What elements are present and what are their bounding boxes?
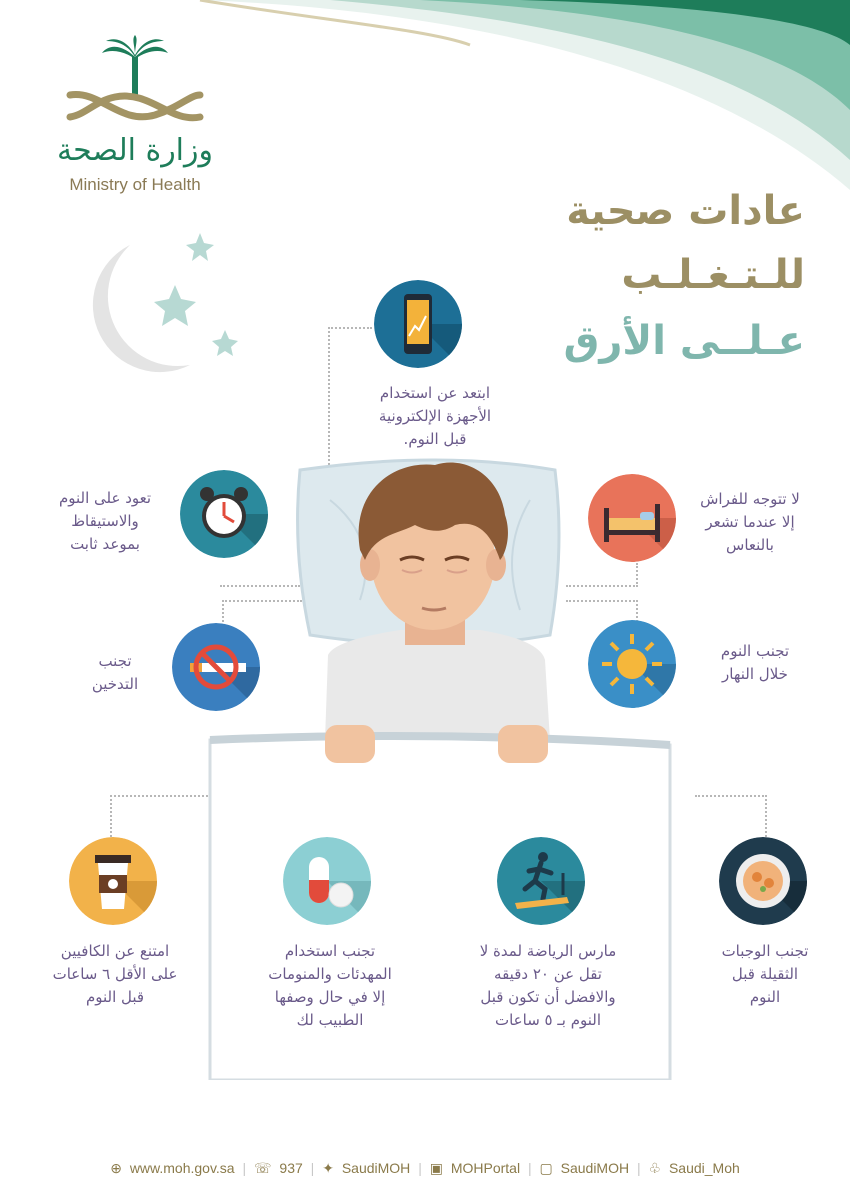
treadmill-tip-circle — [497, 837, 585, 925]
tip-heavy-meals — [690, 940, 840, 1009]
facebook-icon: ▢ — [539, 1160, 553, 1176]
twitter-handle[interactable]: SaudiMOH — [341, 1160, 411, 1176]
tip-smoking — [60, 650, 170, 696]
tip-line: والافضل أن تكون قبل — [480, 988, 616, 1006]
palm-swords-emblem-icon — [40, 35, 230, 135]
youtube-handle[interactable]: MOHPortal — [450, 1160, 521, 1176]
ministry-logo — [40, 35, 240, 205]
alarm-clock-icon — [180, 470, 268, 558]
tip-line: بموعد ثابت — [70, 535, 140, 553]
tip-line: المهدئات والمنومات — [268, 965, 392, 983]
tip-line: والاستيقاظ — [71, 512, 139, 530]
tip-line: الثقيلة قبل — [731, 965, 799, 983]
bed-tip-circle — [588, 474, 676, 562]
divider: | — [418, 1160, 422, 1176]
phone-icon: ☏ — [254, 1160, 272, 1176]
food-plate-icon — [719, 837, 807, 925]
twitter-icon: ✦ — [322, 1160, 334, 1176]
tip-line: قبل النوم. — [403, 430, 467, 448]
tip-line: تقل عن ٢٠ دقيقه — [494, 965, 602, 983]
tip-line: على الأقل ٦ ساعات — [52, 965, 178, 983]
tip-line: امتنع عن الكافيين — [60, 942, 170, 960]
divider: | — [310, 1160, 315, 1176]
tip-line: الأجهزة الإلكترونية — [378, 407, 492, 425]
connector-line — [695, 795, 767, 837]
tip-line: الطبيب لك — [296, 1011, 364, 1029]
tip-bed — [680, 488, 820, 557]
star-icon — [186, 233, 214, 261]
bed-icon — [588, 474, 676, 562]
tip-line: تجنب — [98, 652, 132, 670]
heavy-meal-tip-circle — [719, 837, 807, 925]
tip-line: تجنب الوجبات — [721, 942, 809, 960]
tip-line: بالنعاس — [726, 536, 774, 554]
coffee-tip-circle — [69, 837, 157, 925]
star-icon — [212, 330, 238, 356]
title-line-1: عادات صحية — [566, 188, 805, 234]
shirt — [325, 630, 550, 740]
connector-line — [110, 795, 212, 837]
divider: | — [527, 1160, 532, 1176]
youtube-icon: ▣ — [429, 1160, 443, 1176]
sun-icon — [588, 620, 676, 708]
treadmill-runner-icon — [497, 837, 585, 925]
website-link[interactable]: www.moh.gov.sa — [129, 1160, 235, 1176]
tip-exercise — [448, 940, 648, 1032]
snapchat-icon: ♧ — [648, 1160, 662, 1176]
tip-daytime-nap — [690, 640, 820, 686]
star-icon — [154, 285, 196, 326]
tip-line: النوم بـ ٥ ساعات — [494, 1011, 602, 1029]
tip-line: إلا عندما تشعر — [705, 513, 795, 531]
globe-icon: ⊕ — [110, 1160, 122, 1176]
pills-tip-circle — [283, 837, 371, 925]
title-line-3: عـلــى الأرق — [563, 318, 805, 364]
snapchat-handle[interactable]: Saudi_Moh — [668, 1160, 740, 1176]
no-smoking-tip-circle — [172, 623, 260, 711]
tip-line: النوم — [749, 988, 781, 1006]
tip-line: مارس الرياضة لمدة لا — [479, 942, 617, 960]
footer-contact-bar — [0, 1160, 850, 1177]
phone-tip-circle — [374, 280, 462, 368]
divider: | — [636, 1160, 641, 1176]
tip-schedule — [30, 487, 180, 556]
tip-line: لا تتوجه للفراش — [700, 490, 800, 508]
tip-line: إلا في حال وصفها — [274, 988, 386, 1006]
divider: | — [242, 1160, 247, 1176]
tip-line: تجنب استخدام — [284, 942, 376, 960]
alarm-clock-tip-circle — [180, 470, 268, 558]
tip-line: تجنب النوم — [720, 642, 790, 660]
tip-line: قبل النوم — [85, 988, 145, 1006]
tip-electronics — [350, 382, 520, 451]
tip-line: تعود على النوم — [58, 489, 152, 507]
no-smoking-icon — [172, 623, 260, 711]
phone-number[interactable]: 937 — [279, 1160, 303, 1176]
smartphone-icon — [374, 280, 462, 368]
ministry-name-arabic: وزارة الصحة — [57, 133, 213, 168]
ministry-name-english: Ministry of Health — [69, 175, 201, 194]
facebook-handle[interactable]: SaudiMOH — [560, 1160, 630, 1176]
sun-tip-circle — [588, 620, 676, 708]
tip-sedatives — [235, 940, 425, 1032]
coffee-cup-icon — [69, 837, 157, 925]
tip-line: التدخين — [91, 675, 139, 693]
moon-stars-illustration — [60, 225, 250, 395]
title-line-2: للـتـغـلـب — [621, 252, 805, 298]
tip-line: خلال النهار — [722, 665, 788, 683]
pills-icon — [283, 837, 371, 925]
tip-line: ابتعد عن استخدام — [379, 384, 491, 402]
tip-caffeine — [30, 940, 200, 1009]
